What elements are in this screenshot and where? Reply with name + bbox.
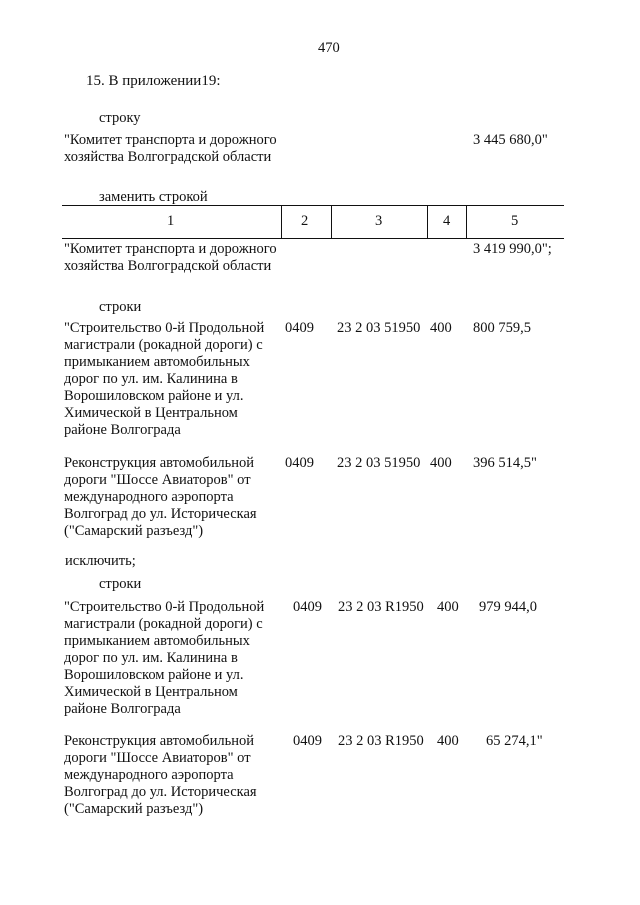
- column-divider: [466, 206, 467, 239]
- column-divider: [281, 206, 282, 239]
- table-row-name: "Строительство 0-й Продольной магистрали (рокадной дороги) с примыканием автомобильных дорог по ул. им. Калинина в Ворошиловском районе и ул. Химической в Центральном районе Волгограда: [64, 599, 265, 717]
- table-row-type: 400: [437, 733, 459, 749]
- label-stroki: строки: [99, 299, 142, 315]
- table-row-name: Реконструкция автомобильной дороги "Шоссе Авиаторов" от международного аэропорта Волгоград до ул. Историческая ("Самарский разъезд"): [64, 733, 257, 817]
- table-row-type: 400: [430, 320, 452, 336]
- table-row-section: 0409: [285, 455, 314, 471]
- column-header-4: 4: [443, 213, 451, 229]
- table-row-name: "Строительство 0-й Продольной магистрали (рокадной дороги) с примыканием автомобильных дорог по ул. им. Калинина в Ворошиловском районе и ул. Химической в Центральном районе Волгограда: [64, 320, 265, 438]
- table-row-type: 400: [437, 599, 459, 615]
- table-row-amount: 65 274,1": [486, 733, 543, 749]
- column-header-2: 2: [301, 213, 309, 229]
- label-stroku: строку: [99, 110, 141, 126]
- table-row-code: 23 2 03 51950: [337, 455, 421, 471]
- table-bottom-rule: [62, 238, 564, 239]
- amendment-heading: 15. В приложении19:: [86, 73, 221, 89]
- label-replace-with: заменить строкой: [99, 189, 208, 205]
- table-row-code: 23 2 03 51950: [337, 320, 421, 336]
- table-row-name: Реконструкция автомобильной дороги "Шоссе Авиаторов" от международного аэропорта Волгоград до ул. Историческая ("Самарский разъезд"): [64, 455, 257, 539]
- table-row-code: 23 2 03 R1950: [338, 599, 424, 615]
- original-row-name: "Комитет транспорта и дорожного хозяйства Волгоградской области: [64, 132, 277, 165]
- table-row-section: 0409: [285, 320, 314, 336]
- replacement-row-name: "Комитет транспорта и дорожного хозяйства Волгоградской области: [64, 241, 277, 274]
- table-row-amount: 979 944,0: [479, 599, 537, 615]
- table-row-section: 0409: [293, 733, 322, 749]
- label-stroki-2: строки: [99, 576, 142, 592]
- column-divider: [331, 206, 332, 239]
- table-row-type: 400: [430, 455, 452, 471]
- column-header-5: 5: [511, 213, 519, 229]
- table-row-amount: 396 514,5": [473, 455, 537, 471]
- page-number: 470: [318, 40, 340, 56]
- column-header-1: 1: [167, 213, 175, 229]
- column-divider: [427, 206, 428, 239]
- original-row-amount: 3 445 680,0": [473, 132, 548, 148]
- table-top-rule: [62, 205, 564, 206]
- replacement-row-amount: 3 419 990,0";: [473, 241, 552, 257]
- table-row-code: 23 2 03 R1950: [338, 733, 424, 749]
- label-exclude: исключить;: [65, 553, 136, 569]
- table-row-amount: 800 759,5: [473, 320, 531, 336]
- column-header-3: 3: [375, 213, 383, 229]
- table-row-section: 0409: [293, 599, 322, 615]
